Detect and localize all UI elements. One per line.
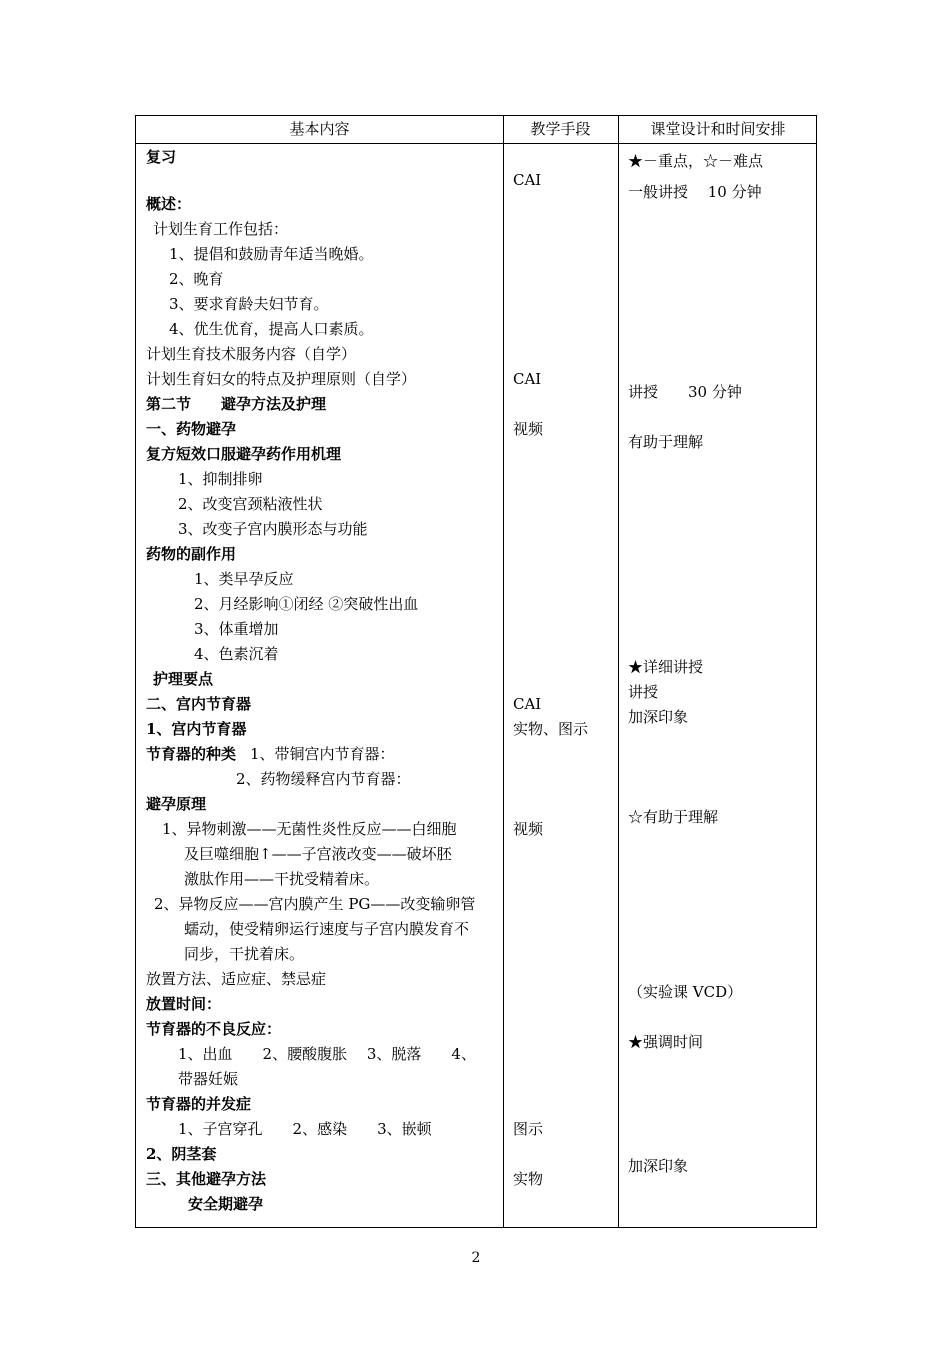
content-line: 3、体重增加: [194, 620, 279, 638]
content-line: 4、优生优育，提高人口素质。: [169, 320, 374, 338]
content-line: 2、晚育: [169, 270, 224, 288]
content-line: 放置方法、适应症、禁忌症: [146, 970, 327, 988]
content-line: 2、药物缓释宫内节育器：: [236, 770, 411, 788]
content-line: 3、要求育龄夫妇节育。: [169, 295, 329, 313]
method-line: 视频: [513, 820, 544, 838]
design-line: 讲授: [628, 683, 659, 701]
method-line: 视频: [513, 420, 544, 438]
method-line: 图示: [513, 1120, 544, 1138]
content-line: 计划生育技术服务内容（自学）: [146, 345, 357, 363]
design-line: ★详细讲授: [628, 658, 704, 676]
content-line: 节育器的不良反应：: [146, 1020, 282, 1038]
header-basic-content: 基本内容: [289, 120, 350, 138]
lesson-plan-table: [135, 115, 817, 1228]
content-line: 概述：: [146, 195, 192, 213]
header-class-design-time: 课堂设计和时间安排: [650, 120, 786, 138]
design-line: 讲授 30 分钟: [628, 383, 742, 401]
design-line: 有助于理解: [628, 433, 704, 451]
content-line: 放置时间：: [146, 995, 222, 1013]
content-line: 1、提倡和鼓励青年适当晚婚。: [169, 245, 374, 263]
content-line: 带器妊娠: [178, 1070, 239, 1088]
content-line: 一、药物避孕: [146, 420, 237, 438]
design-line: ★－重点，☆－难点: [628, 152, 764, 170]
content-line: 1、子宫穿孔 2、感染 3、嵌顿: [178, 1120, 432, 1138]
content-line: 护理要点: [153, 670, 214, 688]
content-line: 1、类早孕反应: [194, 570, 294, 588]
content-line: 1、抑制排卵: [178, 470, 263, 488]
content-line: 节育器的种类: [146, 745, 237, 763]
design-line: 加深印象: [628, 708, 689, 726]
content-line: 2、改变宫颈粘液性状: [178, 495, 323, 513]
header-teaching-method: 教学手段: [530, 120, 591, 138]
content-line: 2、异物反应——宫内膜产生 PG——改变输卵管: [154, 895, 476, 913]
design-line: ☆有助于理解: [628, 808, 719, 826]
content-line: 避孕原理: [146, 795, 207, 813]
content-line: 1、出血 2、腰酸腹胀 3、脱落 4、: [178, 1045, 476, 1063]
content-line: 三、其他避孕方法: [146, 1170, 267, 1188]
column-divider: [618, 116, 619, 1227]
design-line: （实验课 VCD）: [628, 983, 743, 1001]
content-line: 安全期避孕: [188, 1195, 264, 1213]
content-line: 药物的副作用: [146, 545, 237, 563]
content-line: 二、宫内节育器: [146, 695, 252, 713]
method-line: 实物、图示: [513, 720, 589, 738]
content-line: 复方短效口服避孕药作用机理: [146, 445, 342, 463]
content-line: 蠕动，使受精卵运行速度与子宫内膜发育不: [184, 920, 470, 938]
method-line: 实物: [513, 1170, 544, 1188]
content-line: 激肽作用——干扰受精着床。: [184, 870, 380, 888]
design-line: 加深印象: [628, 1157, 689, 1175]
content-line: 节育器的并发症: [146, 1095, 252, 1113]
content-line: 复习: [146, 148, 177, 166]
design-line: ★强调时间: [628, 1033, 704, 1051]
content-line: 同步，干扰着床。: [184, 945, 305, 963]
content-line: 及巨噬细胞↑——子宫液改变——破坏胚: [184, 845, 452, 863]
content-line: 3、改变子宫内膜形态与功能: [178, 520, 368, 538]
content-line: 1、宫内节育器: [146, 720, 247, 738]
content-line: 第二节 避孕方法及护理: [146, 395, 327, 413]
method-line: CAI: [513, 370, 542, 388]
content-line: 2、阴茎套: [146, 1145, 217, 1163]
content-line: 1、异物刺激——无菌性炎性反应——白细胞: [162, 820, 457, 838]
method-line: CAI: [513, 695, 542, 713]
header-divider: [136, 143, 816, 144]
content-line: 计划生育工作包括：: [153, 220, 289, 238]
method-line: CAI: [513, 171, 542, 189]
content-line: 2、月经影响①闭经 ②突破性出血: [194, 595, 419, 613]
content-line: 1、带铜宫内节育器：: [250, 745, 395, 763]
page-number: 2: [471, 1250, 481, 1266]
design-line: 一般讲授 10 分钟: [628, 183, 762, 201]
content-line: 计划生育妇女的特点及护理原则（自学）: [146, 370, 417, 388]
content-line: 4、色素沉着: [194, 645, 279, 663]
column-divider: [503, 116, 504, 1227]
